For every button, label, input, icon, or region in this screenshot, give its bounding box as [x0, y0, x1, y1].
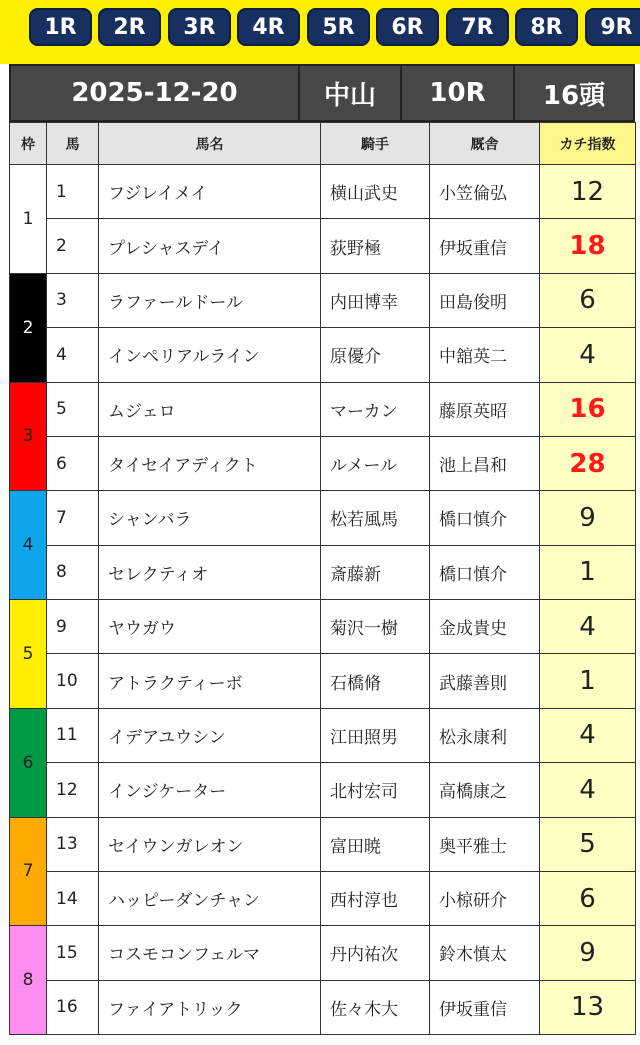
- umaban-cell: 1: [47, 165, 99, 219]
- jockey-cell: 北村宏司: [321, 763, 430, 817]
- jockey-cell: 横山武史: [321, 165, 430, 219]
- trainer-cell: 松永康利: [430, 708, 540, 762]
- umaban-cell: 14: [47, 871, 99, 925]
- race-tab-3r[interactable]: 3R: [168, 8, 231, 46]
- trainer-cell: 橋口慎介: [430, 491, 540, 545]
- trainer-cell: 奥平雅士: [430, 817, 540, 871]
- horse-name-cell: シャンバラ: [99, 491, 321, 545]
- umaban-cell: 11: [47, 708, 99, 762]
- waku-cell: 1: [10, 165, 47, 274]
- trainer-cell: 高橋康之: [430, 763, 540, 817]
- umaban-cell: 5: [47, 382, 99, 436]
- kachi-index-cell: 1: [540, 545, 636, 599]
- table-row[interactable]: [10, 654, 636, 708]
- race-tab-6r[interactable]: 6R: [376, 8, 439, 46]
- umaban-cell: 4: [47, 328, 99, 382]
- kachi-index-cell: 28: [540, 436, 636, 490]
- race-tab-8r[interactable]: 8R: [515, 8, 578, 46]
- umaban-cell: 13: [47, 817, 99, 871]
- trainer-cell: 金成貴史: [430, 600, 540, 654]
- table-row[interactable]: [10, 219, 636, 273]
- umaban-cell: 9: [47, 600, 99, 654]
- table-row[interactable]: [10, 708, 636, 762]
- horse-name-cell: ヤウガウ: [99, 600, 321, 654]
- umaban-cell: 10: [47, 654, 99, 708]
- table-row[interactable]: [10, 382, 636, 436]
- horse-name-cell: ハッピーダンチャン: [99, 871, 321, 925]
- kachi-index-cell: 4: [540, 763, 636, 817]
- table-row[interactable]: [10, 817, 636, 871]
- kachi-index-cell: 4: [540, 600, 636, 654]
- entries-body: [10, 165, 636, 1035]
- trainer-cell: 池上昌和: [430, 436, 540, 490]
- waku-cell: 8: [10, 926, 47, 1035]
- waku-cell: 5: [10, 600, 47, 709]
- umaban-cell: 12: [47, 763, 99, 817]
- kachi-index-cell: 5: [540, 817, 636, 871]
- race-tab-2r[interactable]: 2R: [98, 8, 161, 46]
- kachi-index-cell: 16: [540, 382, 636, 436]
- table-row[interactable]: [10, 980, 636, 1034]
- kachi-index-cell: 9: [540, 926, 636, 980]
- trainer-cell: 伊坂重信: [430, 980, 540, 1034]
- waku-cell: 3: [10, 382, 47, 491]
- jockey-cell: 菊沢一樹: [321, 600, 430, 654]
- horse-name-cell: プレシャスデイ: [99, 219, 321, 273]
- header-kachi-index: カチ指数: [540, 123, 636, 165]
- race-tab-7r[interactable]: 7R: [446, 8, 509, 46]
- table-row[interactable]: [10, 871, 636, 925]
- horse-name-cell: セレクティオ: [99, 545, 321, 599]
- kachi-index-cell: 1: [540, 654, 636, 708]
- kachi-index-cell: 13: [540, 980, 636, 1034]
- table-row[interactable]: [10, 600, 636, 654]
- jockey-cell: 荻野極: [321, 219, 430, 273]
- race-tab-1r[interactable]: 1R: [29, 8, 92, 46]
- horse-name-cell: ムジェロ: [99, 382, 321, 436]
- umaban-cell: 15: [47, 926, 99, 980]
- kachi-index-cell: 12: [540, 165, 636, 219]
- kachi-index-cell: 6: [540, 273, 636, 327]
- kachi-index-cell: 4: [540, 708, 636, 762]
- jockey-cell: ルメール: [321, 436, 430, 490]
- runner-count: 16頭: [542, 80, 606, 111]
- jockey-cell: 斎藤新: [321, 545, 430, 599]
- race-number: 10R: [402, 66, 515, 120]
- race-venue: 中山: [300, 66, 402, 120]
- horse-name-cell: イデアユウシン: [99, 708, 321, 762]
- umaban-cell: 8: [47, 545, 99, 599]
- jockey-cell: 内田博幸: [321, 273, 430, 327]
- waku-cell: 2: [10, 273, 47, 382]
- race-info-header: [9, 64, 635, 122]
- umaban-cell: 7: [47, 491, 99, 545]
- jockey-cell: 原優介: [321, 328, 430, 382]
- umaban-cell: 6: [47, 436, 99, 490]
- table-row[interactable]: [10, 926, 636, 980]
- table-row[interactable]: [10, 165, 636, 219]
- horse-name-cell: ファイアトリック: [99, 980, 321, 1034]
- jockey-cell: 丹内祐次: [321, 926, 430, 980]
- horse-name-cell: インジケーター: [99, 763, 321, 817]
- trainer-cell: 橋口慎介: [430, 545, 540, 599]
- race-tab-4r[interactable]: 4R: [237, 8, 300, 46]
- umaban-cell: 3: [47, 273, 99, 327]
- waku-cell: 7: [10, 817, 47, 926]
- table-row[interactable]: [10, 491, 636, 545]
- kachi-index-cell: 18: [540, 219, 636, 273]
- jockey-cell: 江田照男: [321, 708, 430, 762]
- table-row[interactable]: [10, 436, 636, 490]
- horse-name-cell: インペリアルライン: [99, 328, 321, 382]
- trainer-cell: 武藤善則: [430, 654, 540, 708]
- jockey-cell: 西村淳也: [321, 871, 430, 925]
- horse-name-cell: ラファールドール: [99, 273, 321, 327]
- trainer-cell: 田島俊明: [430, 273, 540, 327]
- table-row[interactable]: [10, 763, 636, 817]
- trainer-cell: 藤原英昭: [430, 382, 540, 436]
- table-row[interactable]: [10, 273, 636, 327]
- header-trainer: 厩舎: [430, 123, 540, 165]
- kachi-index-cell: 4: [540, 328, 636, 382]
- trainer-cell: 伊坂重信: [430, 219, 540, 273]
- table-row[interactable]: [10, 545, 636, 599]
- table-row[interactable]: [10, 328, 636, 382]
- table-header-row: [10, 123, 636, 165]
- jockey-cell: 富田暁: [321, 817, 430, 871]
- jockey-cell: 石橋脩: [321, 654, 430, 708]
- race-tab-5r[interactable]: 5R: [307, 8, 370, 46]
- kachi-index-cell: 9: [540, 491, 636, 545]
- trainer-cell: 小笠倫弘: [430, 165, 540, 219]
- horse-name-cell: セイウンガレオン: [99, 817, 321, 871]
- umaban-cell: 16: [47, 980, 99, 1034]
- horse-name-cell: タイセイアディクト: [99, 436, 321, 490]
- horse-name-cell: コスモコンフェルマ: [99, 926, 321, 980]
- entries-table: [9, 122, 636, 1035]
- trainer-cell: 鈴木慎太: [430, 926, 540, 980]
- header-jockey: 騎手: [321, 123, 430, 165]
- race-date: 2025-12-20: [11, 66, 300, 120]
- race-tab-9r[interactable]: 9R: [585, 8, 640, 46]
- race-tab-bar: [0, 0, 640, 64]
- horse-name-cell: アトラクティーボ: [99, 654, 321, 708]
- kachi-index-cell: 6: [540, 871, 636, 925]
- trainer-cell: 中舘英二: [430, 328, 540, 382]
- waku-cell: 4: [10, 491, 47, 600]
- header-umaban: 馬: [47, 123, 99, 165]
- jockey-cell: 松若風馬: [321, 491, 430, 545]
- jockey-cell: マーカン: [321, 382, 430, 436]
- header-horse-name: 馬名: [99, 123, 321, 165]
- header-waku: 枠: [10, 123, 47, 165]
- horse-name-cell: フジレイメイ: [99, 165, 321, 219]
- trainer-cell: 小椋研介: [430, 871, 540, 925]
- umaban-cell: 2: [47, 219, 99, 273]
- waku-cell: 6: [10, 708, 47, 817]
- jockey-cell: 佐々木大: [321, 980, 430, 1034]
